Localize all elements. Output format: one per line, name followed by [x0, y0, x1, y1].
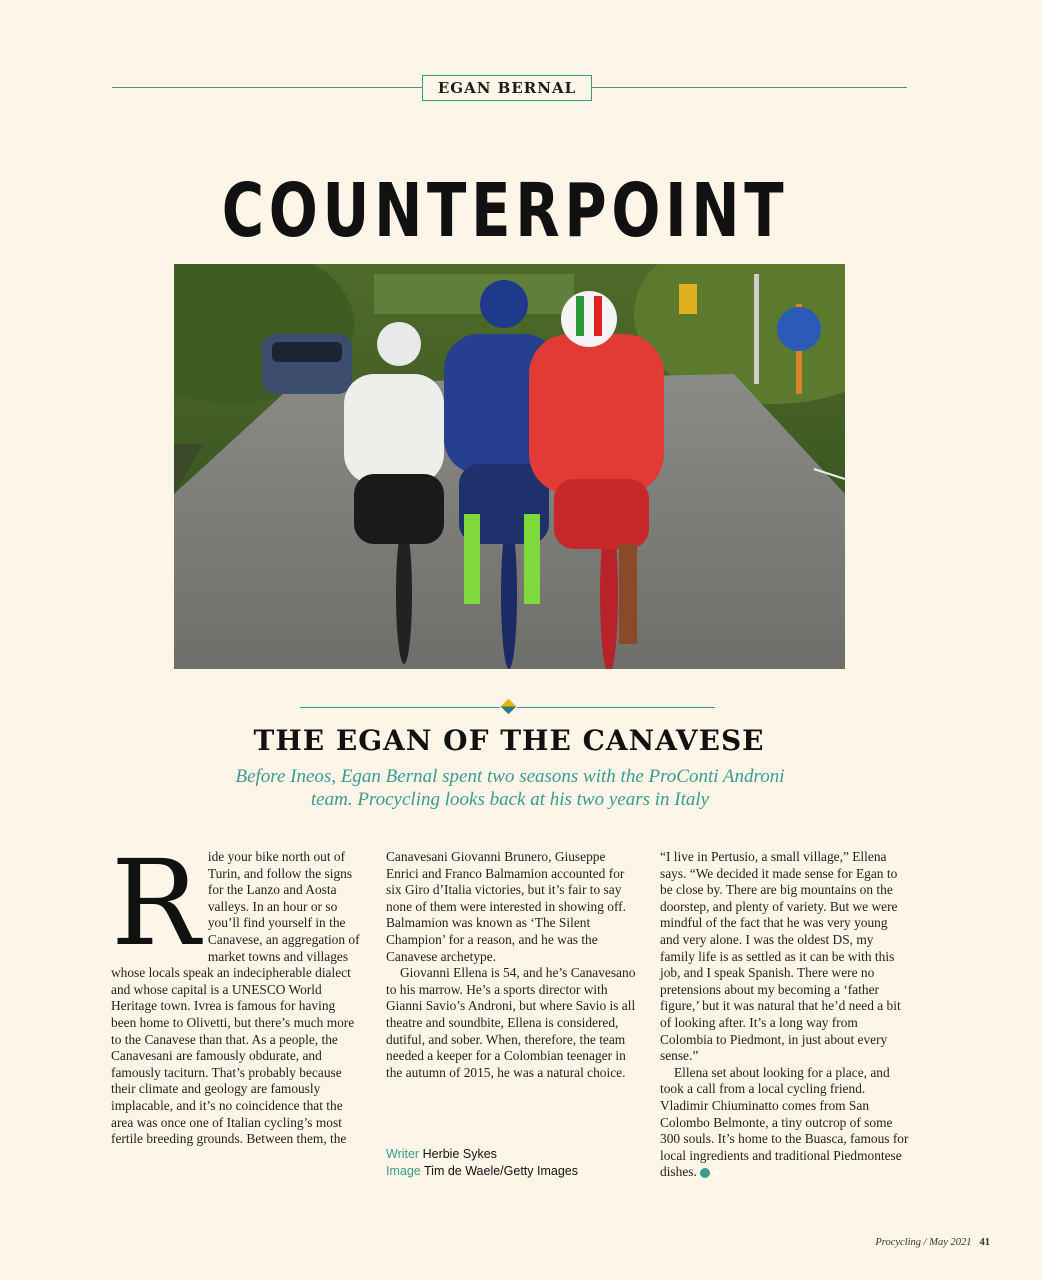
page-folio: [875, 1237, 990, 1248]
column-3-paragraph-1: “I live in Pertusio, a small village,” Ellena says. “We decided it made sense for Egan to be close by. There are big mountains on the doorstep, and plenty of variety. But we were mindful of the fact that he was very young and very alone. I was the oldest DS, my family life is as settled as it can be with this job, and I speak Spanish. There were no pretensions about my becoming a ‘father figure,’ but it was natural that he’d need a bit of looking after. It’s a long way from Colombia to Piedmont, in just about every sense.”: [660, 849, 901, 1064]
ornament-rule-right: [517, 707, 715, 708]
column-1-text: ide your bike north out of Turin, and follow the signs for the Lanzo and Aosta valleys. In an hour or so you’ll find yourself in the Canavese, an aggregation of market towns and villages whose locals speak an indecipherable dialect and whose capital is a UNESCO World Heritage town. Ivrea is famous for having been home to Olivetti, but there’s much more to the Canavese than that. As a people, the Canavesani are famously obdurate, and famously taciturn. That’s probably because their climate and geology are famously implacable, and it’s no coincidence that the area was once one of Italian cycling’s most fertile breeding grounds. Between them, the: [111, 849, 360, 1147]
folio-magazine: Procycling / May 2021: [875, 1237, 972, 1248]
article-standfirst: Before Ineos, Egan Bernal spent two seasons with the ProConti Androni team. Procycling looks back at his two years in Italy: [235, 766, 785, 810]
hero-photo: [174, 264, 845, 669]
masthead-title: COUNTERPOINT: [221, 168, 789, 254]
diamond-ornament-icon: [501, 699, 517, 715]
column-2-paragraph-2: Giovanni Ellena is 54, and he’s Canavesano to his marrow. He’s a sports director with Gianni Savio’s Androni, but where Savio is all theatre and soundbite, Ellena is considered, dutiful, and sober. When, therefore, the team needed a keeper for a Colombian teenager in the autumn of 2015, he was a natural choice.: [386, 965, 636, 1080]
article-headline: THE EGAN OF THE CANAVESE: [253, 724, 765, 757]
image-credit: Tim de Waele/Getty Images: [424, 1164, 578, 1178]
writer-label: Writer: [386, 1147, 420, 1161]
image-label: Image: [386, 1164, 421, 1178]
article-column-2: [386, 849, 636, 1081]
article-column-3: [660, 849, 910, 1181]
page-number: 41: [979, 1237, 990, 1248]
drop-cap: R: [111, 834, 200, 972]
section-rule-left: [112, 87, 422, 88]
section-rule-right: [592, 87, 907, 88]
article-column-1: [111, 834, 361, 1148]
article-credits: [386, 1146, 636, 1180]
play-arrow-icon: ▶: [700, 1168, 710, 1178]
column-2-paragraph-1: Canavesani Giovanni Brunero, Giuseppe Enrici and Franco Balmamion accounted for six Giro d’Italia victories, but it’s fair to say none of them were interested in showing off. Balmamion was known as ‘The Silent Champion’ for a reason, and he was the Canavese archetype.: [386, 849, 626, 964]
column-3-paragraph-2: Ellena set about looking for a place, and took a call from a local cycling friend. Vladimir Chiuminatto comes from San Colombo Belmonte, a tiny outcrop of some 300 souls. It’s home to the Buasca, famous for local ingredients and traditional Piedmontese dishes.: [660, 1064, 909, 1180]
writer-name: Herbie Sykes: [422, 1147, 497, 1161]
ornament-rule-left: [300, 707, 500, 708]
section-label: EGAN BERNAL: [422, 75, 592, 101]
